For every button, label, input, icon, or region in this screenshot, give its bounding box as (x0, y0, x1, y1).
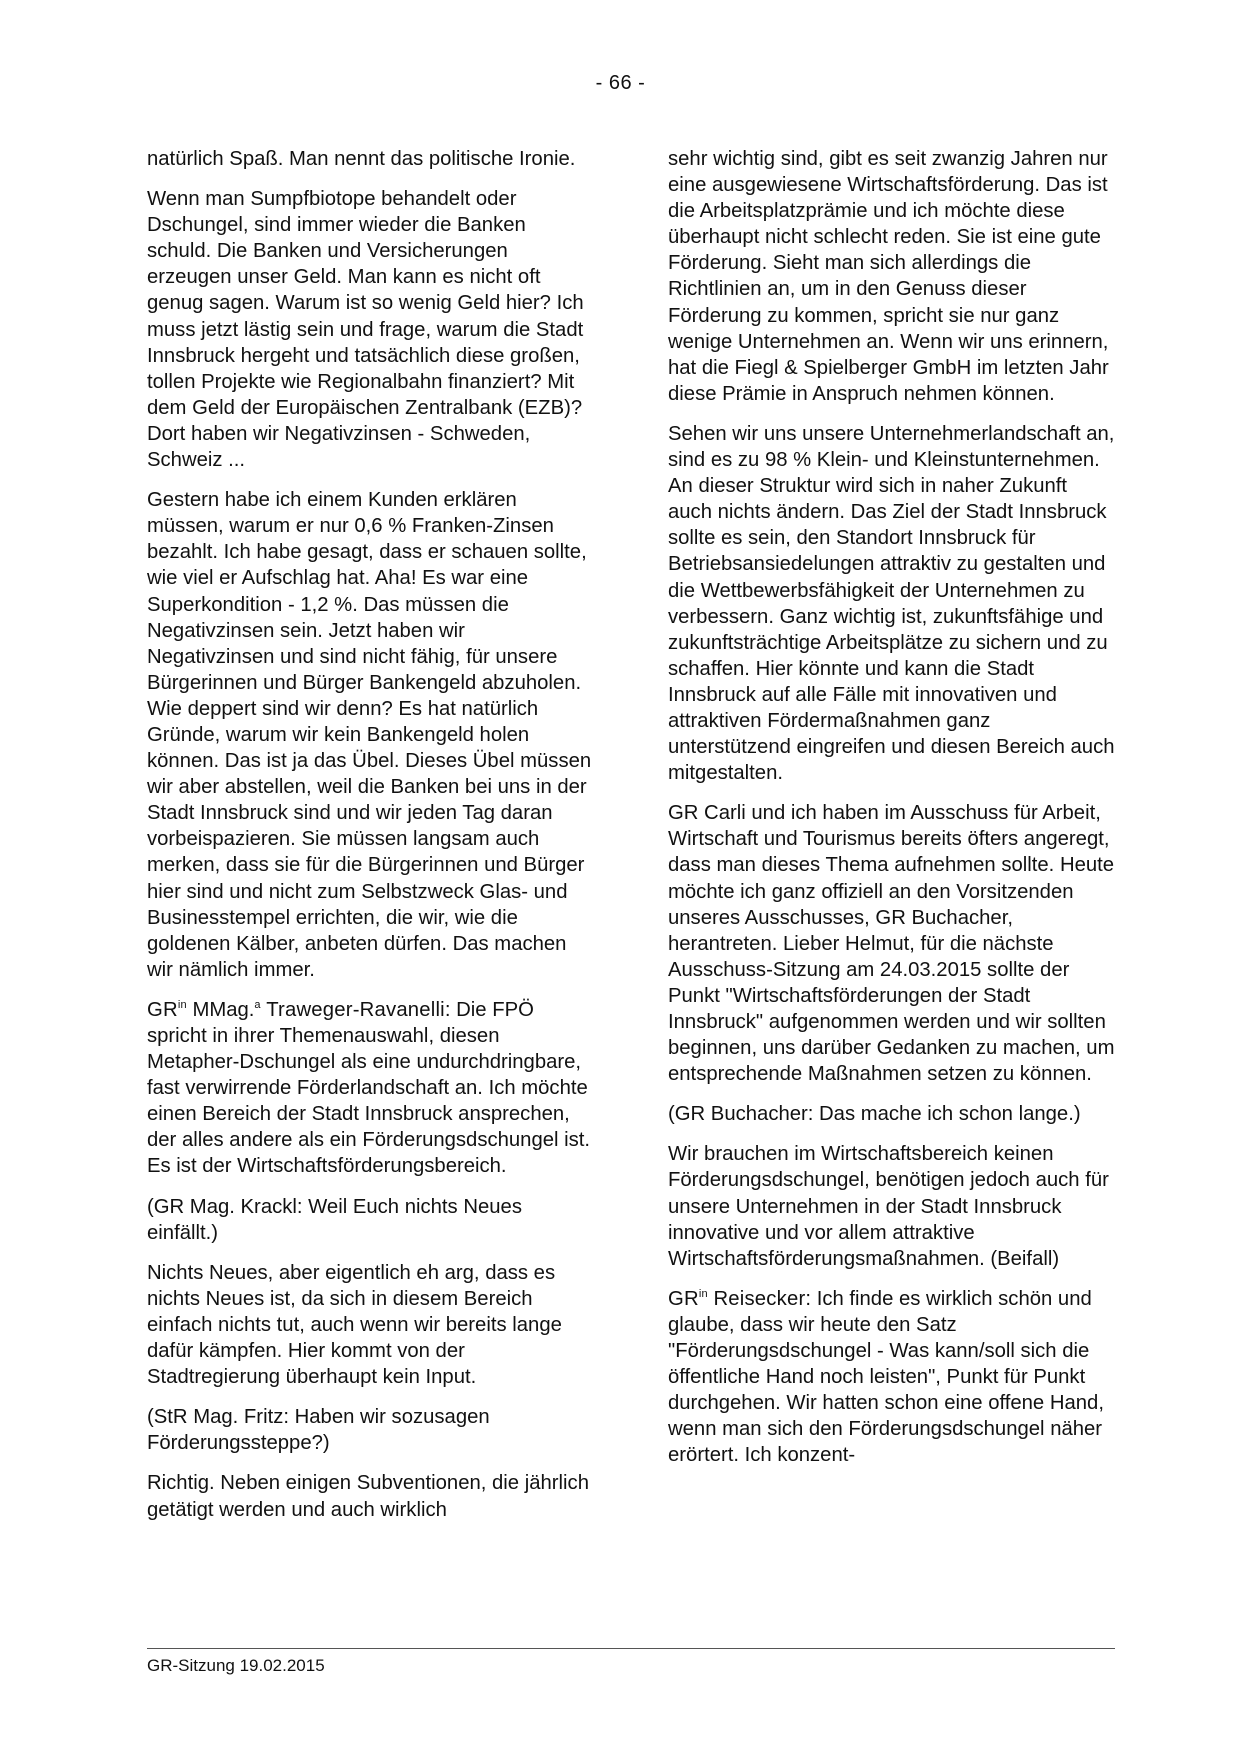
speaker-title: $GR^{in}$ (668, 1287, 708, 1310)
speaker-paragraph: $GR^{in}$ Reisecker: Ich finde es wirklich schön und glaube, dass wir heute den Satz "Förderungsdschungel - Was kann/soll sich die öffentliche Hand noch leisten", Punkt für Punkt durchgehen. Wir hatten schon eine offene Hand, wenn man sich den Förderungsdschungel näher erörtert. Ich konzent- (668, 1287, 1104, 1467)
speaker-paragraph: $GR^{in}$ MMag.$^a$ Traweger-Ravanelli: Die FPÖ spricht in ihrer Themenauswahl, diesen Metapher-Dschungel als eine undurchdringbare, fast verwirrende Förderlandschaft an. Ich möchte einen Bereich der Stadt Innsbruck ansprechen, der alles andere als ein Förderungsdschungel ist. Es ist der Wirtschaftsförderungsbereich. (147, 998, 591, 1178)
paragraph: Richtig. Neben einigen Subventionen, die jährlich getätigt werden und auch wirklich (147, 1472, 589, 1521)
speech-text: Die FPÖ spricht in ihrer Themenauswahl, diesen Metapher-Dschungel als eine undurchdringbare, fast verwirrende Förderlandschaft an. Ich möchte einen Bereich der Stadt Innsbruck ansprechen, der alles andere als ein Förderungsdschungel ist. Es ist der Wirtschaftsförderungsbereich. (147, 998, 591, 1178)
speaker-title: $GR^{in}$ (147, 998, 187, 1021)
left-column (147, 146, 595, 1537)
paragraph: Wenn man Sumpfbiotope behandelt oder Dschungel, sind immer wieder die Banken schuld. Die Banken und Versicherungen erzeugen unser Geld. Man kann es nicht oft genug sagen. Warum ist so wenig Geld hier? Ich muss jetzt lästig sein und frage, warum die Stadt Innsbruck hergeht und tatsächlich diese großen, tollen Projekte wie Regionalbahn finanziert? Mit dem Geld der Europäischen Zentralbank (EZB)? Dort haben wir Negativzinsen - Schweden, Schweiz ... (147, 188, 584, 472)
page-number: - 66 - (595, 72, 646, 94)
paragraph: Wir brauchen im Wirtschaftsbereich keinen Förderungsdschungel, benötigen jedoch auch für unsere Unternehmen in der Stadt Innsbruck innovative und vor allem attraktive Wirtschaftsförderungsmaßnahmen. (Beifall) (668, 1143, 1109, 1270)
speech-text: Ich finde es wirklich schön und glaube, dass wir heute den Satz "Förderungsdschungel - Was kann/soll sich die öffentliche Hand noch leisten", Punkt für Punkt durchgehen. Wir hatten schon eine offene Hand, wenn man sich den Förderungsdschungel näher erörtert. Ich konzent- (668, 1287, 1104, 1467)
footer-session-date: GR-Sitzung 19.02.2015 (147, 1656, 325, 1675)
paragraph: GR Carli und ich haben im Ausschuss für Arbeit, Wirtschaft und Tourismus bereits öfters angeregt, dass man dieses Thema aufnehmen sollte. Heute möchte ich ganz offiziell an den Vorsitzenden unseres Ausschusses, GR Buchacher, herantreten. Lieber Helmut, für die nächste Ausschuss-Sitzung am 24.03.2015 sollte der Punkt "Wirtschaftsförderungen der Stadt Innsbruck" aufgenommen werden und wir sollten beginnen, uns darüber Gedanken zu machen, um entsprechende Maßnahmen setzen zu können. (668, 802, 1115, 1086)
interjection: (StR Mag. Fritz: Haben wir sozusagen Förderungssteppe?) (147, 1406, 490, 1455)
paragraph: Gestern habe ich einem Kunden erklären müssen, warum er nur 0,6 % Franken-Zinsen bezahlt. Ich habe gesagt, dass er schauen sollte, wie viel er Aufschlag hat. Aha! Es war eine Superkondition - 1,2 %. Das müssen die Negativzinsen sein. Jetzt haben wir Negativzinsen und sind nicht fähig, für unsere Bürgerinnen und Bürger Bankengeld abzuholen. Wie deppert sind wir denn? Es hat natürlich Gründe, warum wir kein Bankengeld holen können. Das ist ja das Übel. Dieses Übel müssen wir aber abstellen, weil die Banken bei uns in der Stadt Innsbruck sind und wir jeden Tag daran vorbeispazieren. Sie müssen langsam auch merken, dass sie für die Bürgerinnen und Bürger hier sind und nicht zum Selbstzweck Glas- und Businesstempel errichten, die wir, wie die goldenen Kälber, anbeten dürfen. Das machen wir nämlich immer. (147, 489, 592, 981)
paragraph: Nichts Neues, aber eigentlich eh arg, dass es nichts Neues ist, da sich in diesem Bereich einfach nichts tut, auch wenn wir bereits lange dafür kämpfen. Hier kommt von der Stadtregierung überhaupt kein Input. (147, 1261, 562, 1389)
speaker-name: Traweger-Ravanelli (266, 998, 445, 1021)
speaker-degree: MMag.$^a$ (192, 998, 261, 1021)
paragraph: Sehen wir uns unsere Unternehmerlandschaft an, sind es zu 98 % Klein- und Kleinstunternehmen. An dieser Struktur wird sich in naher Zukunft auch nichts ändern. Das Ziel der Stadt Innsbruck sollte es sein, den Standort Innsbruck für Betriebsansiedelungen attraktiv zu gestalten und die Wettbewerbsfähigkeit der Unternehmen zu verbessern. Ganz wichtig ist, zukunftsfähige und zukunftsträchtige Arbeitsplätze zu sichern und zu schaffen. Hier könnte und kann die Stadt Innsbruck auf alle Fälle mit innovativen und attraktiven Fördermaßnahmen ganz unterstützend eingreifen und diesen Bereich auch mitgestalten. (668, 422, 1115, 785)
paragraph: sehr wichtig sind, gibt es seit zwanzig Jahren nur eine ausgewiesene Wirtschaftsförderung. Das ist die Arbeitsplatzprämie und ich möchte diese überhaupt nicht schlecht reden. Sie ist eine gute Förderung. Sieht man sich allerdings die Richtlinien an, um in den Genuss dieser Förderung zu kommen, spricht sie nur ganz wenige Unternehmen an. Wenn wir uns erinnern, hat die Fiegl & Spielberger GmbH im letzten Jahr diese Prämie in Anspruch nehmen können. (668, 148, 1109, 405)
footer-divider (147, 1648, 1115, 1649)
interjection: (GR Mag. Krackl: Weil Euch nichts Neues einfällt.) (147, 1195, 522, 1244)
interjection: (GR Buchacher: Das mache ich schon lange.) (668, 1103, 1081, 1126)
speaker-name: Reisecker (713, 1287, 806, 1310)
paragraph: natürlich Spaß. Man nennt das politische Ironie. (147, 148, 576, 170)
right-column (668, 146, 1116, 1483)
